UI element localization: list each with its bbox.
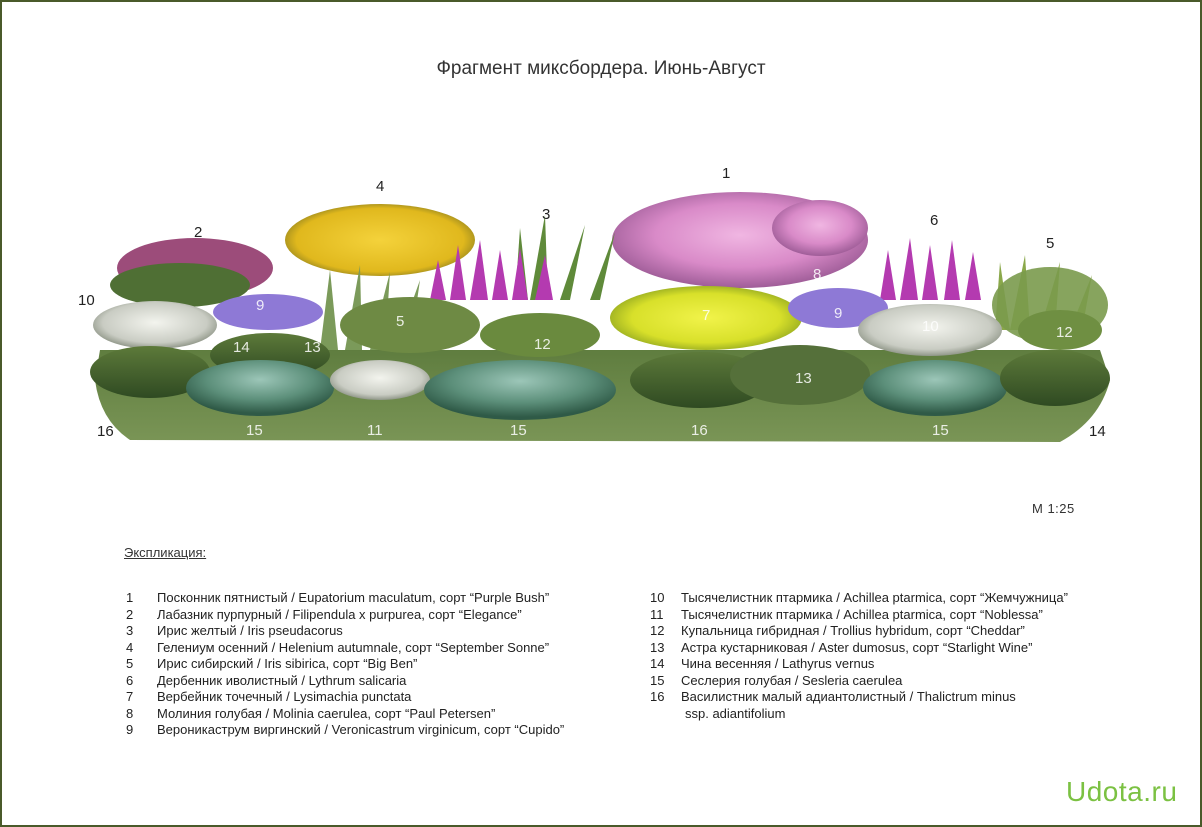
- label-in-7: 7: [702, 307, 711, 324]
- legend-number: 2: [126, 606, 134, 622]
- legend-number: 11: [650, 606, 664, 622]
- legend-number: 5: [126, 656, 134, 671]
- legend-row: [650, 623, 1068, 640]
- page-title: Фрагмент миксбордера. Июнь-Август: [436, 58, 766, 79]
- watermark-logo[interactable]: Udota.ru: [1066, 776, 1178, 807]
- legend-left-column: [126, 590, 564, 739]
- label-in-10: 10: [922, 318, 939, 335]
- label-in-12b: 12: [1056, 324, 1073, 341]
- legend-row: [650, 590, 1068, 607]
- legend-row: [126, 689, 564, 706]
- label-in-15a: 15: [246, 422, 263, 439]
- legend-row: [650, 673, 1068, 690]
- label-16: 16: [97, 423, 114, 440]
- legend-row: [650, 640, 1068, 657]
- legend-heading: Экспликация:: [124, 545, 207, 560]
- legend-text: Вероникаструм виргинский / Veronicastrum virginicum, сорт “Cupido”: [157, 722, 565, 737]
- iris-sibirica-center: [340, 297, 480, 353]
- achillea-jemchuzhnitsa-left: [93, 301, 217, 349]
- scale-label: М 1:25: [1032, 501, 1075, 516]
- legend-row: [126, 640, 564, 657]
- label-5: 5: [1046, 235, 1055, 252]
- eupatorium-pink-mass-2: [772, 200, 868, 256]
- legend-text: Дербенник иволистный / Lythrum salicaria: [157, 672, 407, 688]
- legend-text: Тысячелистник птармика / Achillea ptarmica, сорт “Жемчужница”: [681, 590, 1068, 605]
- legend-row: [126, 706, 564, 723]
- legend-row: [650, 607, 1068, 624]
- veronicastrum-left: [213, 294, 323, 330]
- legend-text: Василистник малый адиантолистный / Thalictrum minus: [681, 689, 1016, 704]
- label-1: 1: [722, 165, 731, 182]
- legend-text: Чина весенняя / Lathyrus vernus: [681, 656, 875, 671]
- legend-row: [126, 607, 564, 624]
- lathyrus-right: [1000, 350, 1110, 406]
- sesleria-center: [424, 360, 616, 420]
- legend-number: 9: [126, 722, 134, 737]
- legend-number: 12: [650, 623, 665, 638]
- legend-number: 6: [126, 672, 134, 688]
- sesleria-left: [186, 360, 334, 416]
- legend-text: Купальница гибридная / Trollius hybridum, сорт “Cheddar”: [681, 623, 1025, 638]
- legend-row: [650, 656, 1068, 673]
- legend-text: Лабазник пурпурный / Filipendula x purpurea, сорт “Elegance”: [157, 606, 522, 622]
- legend-text: Астра кустарниковая / Aster dumosus, сорт “Starlight Wine”: [681, 639, 1033, 655]
- legend-text: Ирис сибирский / Iris sibirica, сорт “Big Ben”: [157, 656, 418, 671]
- label-in-13a: 13: [304, 339, 321, 356]
- legend-number: 16: [650, 689, 665, 704]
- label-in-13b: 13: [795, 370, 812, 387]
- legend-number: 1: [126, 590, 134, 605]
- label-in-6a: 6: [506, 274, 515, 291]
- legend-text: Вербейник точечный / Lysimachia punctata: [157, 689, 412, 704]
- label-in-8b: 8: [813, 266, 822, 283]
- label-in-9a: 9: [256, 297, 265, 314]
- legend-row: [650, 689, 1068, 706]
- legend-number: 13: [650, 639, 665, 655]
- label-in-9b: 9: [834, 305, 843, 322]
- legend-row: [126, 722, 564, 739]
- helenium-yellow-mass: [285, 204, 475, 276]
- label-in-11: 11: [367, 422, 383, 439]
- legend-number: 14: [650, 656, 665, 671]
- legend-text: Посконник пятнистый / Eupatorium maculatum, сорт “Purple Bush”: [157, 590, 550, 605]
- legend-number: 8: [126, 705, 134, 721]
- label-10: 10: [78, 292, 95, 309]
- label-in-12a: 12: [534, 336, 551, 353]
- label-in-5: 5: [396, 313, 405, 330]
- legend-row: [126, 590, 564, 607]
- lythrum-spikes-right: [880, 238, 981, 300]
- label-2: 2: [194, 224, 203, 241]
- legend-number: 4: [126, 639, 134, 655]
- legend-number: 10: [650, 590, 665, 605]
- label-in-8a: 8: [304, 276, 313, 293]
- legend-row: [126, 673, 564, 690]
- label-in-15b: 15: [510, 422, 527, 439]
- legend-right-column: [650, 590, 1068, 722]
- achillea-noblessa: [330, 360, 430, 400]
- legend-text: Ирис желтый / Iris pseudacorus: [157, 623, 343, 638]
- legend-number: 3: [126, 623, 134, 638]
- legend-number: 7: [126, 689, 134, 704]
- label-3: 3: [542, 206, 551, 223]
- label-in-15c: 15: [932, 422, 949, 439]
- label-6: 6: [930, 212, 939, 229]
- legend-text: Сеслерия голубая / Sesleria caerulea: [681, 672, 903, 688]
- label-4: 4: [376, 178, 385, 195]
- legend-number: 15: [650, 672, 665, 688]
- label-in-16: 16: [691, 422, 708, 439]
- label-14: 14: [1089, 423, 1106, 440]
- legend-text: Молиния голубая / Molinia caerulea, сорт “Paul Petersen”: [157, 705, 496, 721]
- iris-leaves: [515, 215, 615, 300]
- legend-text: Гелениум осенний / Helenium autumnale, сорт “September Sonne”: [157, 639, 550, 655]
- legend-text: Тысячелистник птармика / Achillea ptarmica, сорт “Noblessa”: [681, 606, 1043, 622]
- legend-row: [126, 656, 564, 673]
- legend-continuation: ssp. adiantifolium: [685, 705, 786, 721]
- legend-row: [126, 623, 564, 640]
- sesleria-right: [863, 360, 1007, 416]
- label-in-14: 14: [233, 339, 250, 356]
